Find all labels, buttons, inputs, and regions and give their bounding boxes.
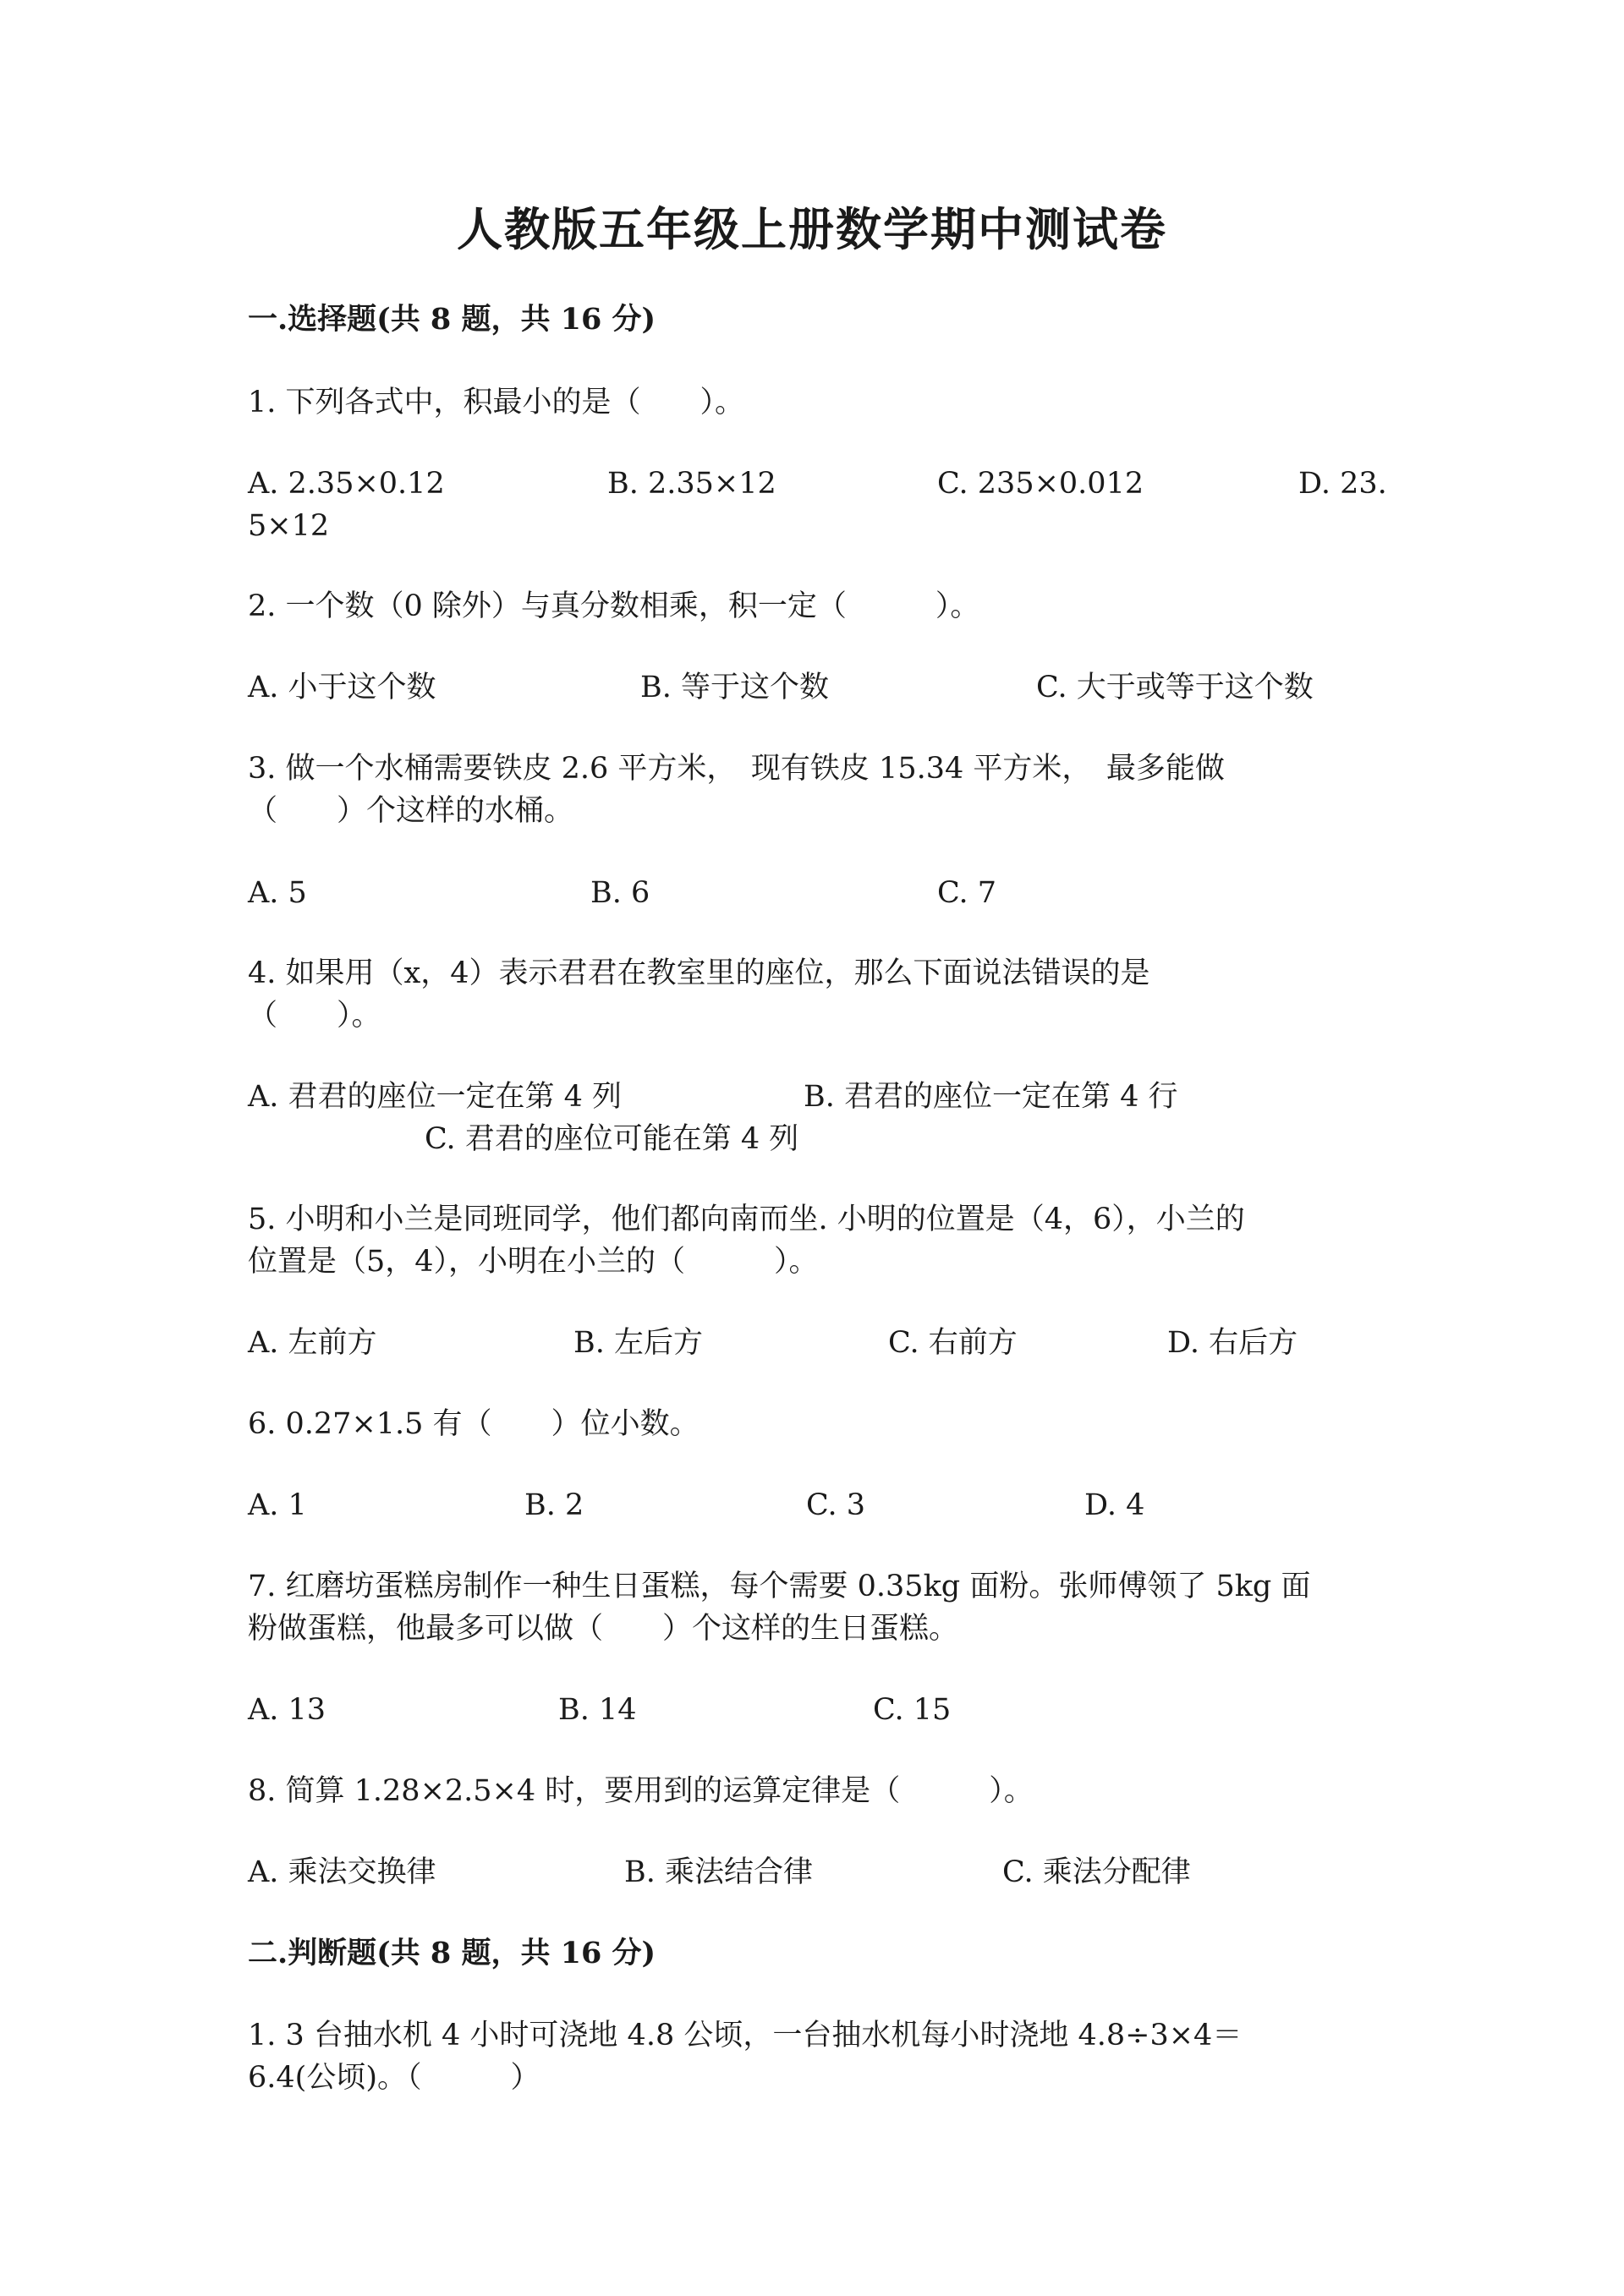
question-5-line-2: 位置是（5，4），小明在小兰的（ ）。 [248,1245,819,1279]
q2-option-b: B. 等于这个数 [640,671,829,704]
question-2: 2. 一个数（0 除外）与真分数相乘，积一定（ ）。 [248,589,980,623]
question-4-line-1: 4. 如果用（x，4）表示君君在教室里的座位，那么下面说法错误的是 [248,956,1150,990]
q6-option-c: C. 3 [806,1488,866,1522]
q7-option-c: C. 15 [873,1693,952,1727]
q1-option-d-wrap: 5×12 [248,509,330,543]
question-3-line-1: 3. 做一个水桶需要铁皮 2.6 平方米， 现有铁皮 15.34 平方米， 最多能做 [248,752,1225,786]
q6-option-b: B. 2 [524,1488,584,1522]
q8-option-c: C. 乘法分配律 [1002,1855,1191,1889]
q4-option-b: B. 君君的座位一定在第 4 行 [804,1080,1178,1114]
question-4-line-2: （ ）。 [248,999,381,1033]
q1-option-d: D. 23. [1298,467,1387,501]
question-7-line-2: 粉做蛋糕，他最多可以做（ ）个这样的生日蛋糕。 [248,1612,959,1646]
q6-option-a: A. 1 [248,1488,307,1522]
q6-option-d: D. 4 [1084,1488,1145,1522]
judgement-question-1-line-2: 6.4(公顷)。（ ） [248,2061,540,2095]
section-heading-judgement: 二.判断题(共 8 题，共 16 分) [248,1936,656,1970]
q2-option-a: A. 小于这个数 [248,671,436,704]
q7-option-b: B. 14 [558,1693,637,1727]
q3-option-c: C. 7 [937,876,997,910]
q5-option-a: A. 左前方 [248,1326,377,1360]
q4-option-c: C. 君君的座位可能在第 4 列 [425,1122,799,1156]
q4-option-a: A. 君君的座位一定在第 4 列 [248,1080,623,1114]
judgement-question-1-line-1: 1. 3 台抽水机 4 小时可浇地 4.8 公顷，一台抽水机每小时浇地 4.8÷3×4＝ [248,2019,1243,2052]
question-5-line-1: 5. 小明和小兰是同班同学，他们都向南而坐. 小明的位置是（4，6），小兰的 [248,1203,1245,1236]
question-6: 6. 0.27×1.5 有（ ）位小数。 [248,1407,700,1441]
q1-option-b: B. 2.35×12 [607,467,776,501]
q5-option-b: B. 左后方 [573,1326,703,1360]
question-8: 8. 简算 1.28×2.5×4 时，要用到的运算定律是（ ）。 [248,1774,1034,1808]
question-1: 1. 下列各式中，积最小的是（ ）。 [248,386,745,419]
q8-option-b: B. 乘法结合律 [624,1855,813,1889]
q8-option-a: A. 乘法交换律 [248,1855,436,1889]
question-3-line-2: （ ）个这样的水桶。 [248,794,574,828]
q7-option-a: A. 13 [248,1693,326,1727]
q1-option-c: C. 235×0.012 [937,467,1144,501]
q3-option-b: B. 6 [590,876,650,910]
question-7-line-1: 7. 红磨坊蛋糕房制作一种生日蛋糕，每个需要 0.35kg 面粉。张师傅领了 5kg 面 [248,1570,1311,1603]
q1-option-a: A. 2.35×0.12 [248,467,445,501]
q5-option-d: D. 右后方 [1167,1326,1298,1360]
section-heading-choice: 一.选择题(共 8 题，共 16 分) [248,302,656,337]
exam-title: 人教版五年级上册数学期中测试卷 [457,202,1167,256]
q3-option-a: A. 5 [248,876,307,910]
q5-option-c: C. 右前方 [888,1326,1018,1360]
q2-option-c: C. 大于或等于这个数 [1036,671,1314,704]
